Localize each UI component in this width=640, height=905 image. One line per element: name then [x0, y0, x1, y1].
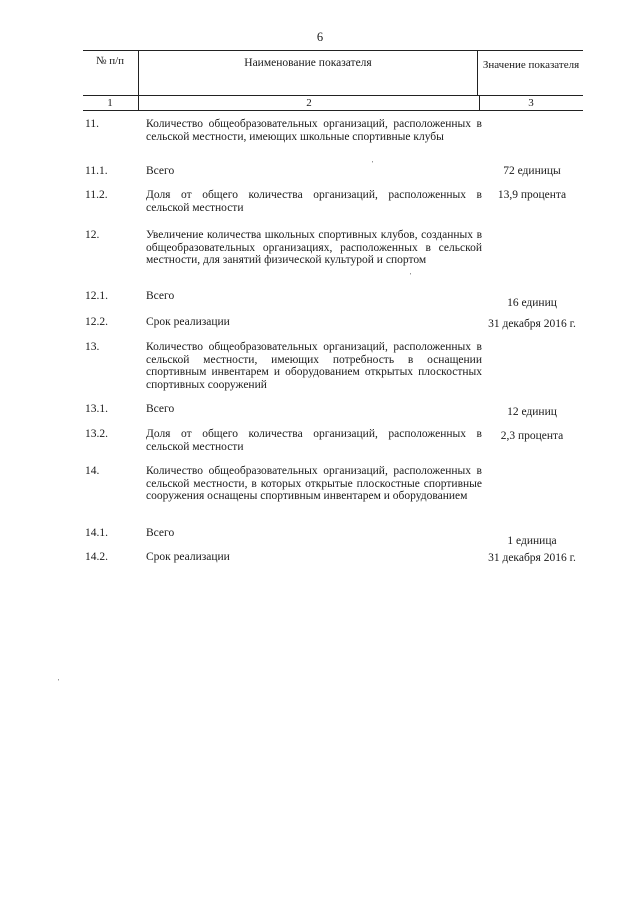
- scan-speck: ': [58, 678, 60, 686]
- row-name: Количество общеобразовательных организаций, расположенных в сельской местности, имеющих школьные спортивные клубы: [146, 118, 482, 143]
- row-name: Всего: [146, 527, 175, 539]
- column-number: 3: [528, 97, 534, 109]
- row-value: 31 декабря 2016 г.: [488, 318, 576, 330]
- row-value: 2,3 процента: [500, 430, 564, 442]
- scan-speck: ': [372, 160, 374, 168]
- row-number: 11.1.: [85, 165, 108, 177]
- row-value: 16 единиц: [507, 297, 557, 309]
- row-name: Всего: [146, 403, 175, 415]
- row-name: Увеличение количества школьных спортивных клубов, созданных в общеобразовательных организациях, расположенных в сельской местности, для занятий физической культурой и спортом: [146, 229, 482, 266]
- row-name: Срок реализации: [146, 316, 230, 328]
- table-body: [83, 0, 583, 905]
- row-number: 14.: [85, 465, 100, 477]
- row-value: 72 единицы: [503, 165, 561, 177]
- header-number: № п/п: [95, 55, 125, 67]
- column-number: 2: [138, 96, 480, 110]
- row-name: Количество общеобразовательных организаций, расположенных в сельской местности, в которых открытые плоскостные спортивные сооружения оснащены спортивным инвентарем и оборудованием: [146, 465, 482, 502]
- row-number: 14.1.: [85, 527, 108, 539]
- row-value: 12 единиц: [507, 406, 557, 418]
- scan-speck: ': [410, 272, 412, 280]
- page-number: 6: [316, 30, 324, 44]
- row-name: Доля от общего количества организаций, расположенных в сельской местности: [146, 428, 482, 453]
- row-number: 12.: [85, 229, 100, 241]
- row-name: Доля от общего количества организаций, расположенных в сельской местности: [146, 189, 482, 214]
- row-value: 31 декабря 2016 г.: [488, 552, 576, 564]
- row-number: 11.: [85, 118, 99, 130]
- header-indicator-value: Значение показателя: [482, 59, 580, 71]
- header-indicator-name: Наименование показателя: [138, 51, 478, 95]
- row-number: 13.: [85, 341, 100, 353]
- column-number: 1: [107, 97, 113, 109]
- row-number: 13.2.: [85, 428, 108, 440]
- row-number: 14.2.: [85, 551, 108, 563]
- row-number: 12.1.: [85, 290, 108, 302]
- row-name: Срок реализации: [146, 551, 230, 563]
- row-value: 13,9 процента: [497, 189, 567, 201]
- row-name: Количество общеобразовательных организаций, расположенных в сельской местности, имеющих потребность в оснащении спортивным инвентарем и оборудованием открытых плоскостных спортивных сооружений: [146, 341, 482, 391]
- row-number: 13.1.: [85, 403, 108, 415]
- row-number: 11.2.: [85, 189, 108, 201]
- row-name: Всего: [146, 165, 175, 177]
- row-value: 1 единица: [507, 535, 557, 547]
- row-number: 12.2.: [85, 316, 108, 328]
- row-name: Всего: [146, 290, 175, 302]
